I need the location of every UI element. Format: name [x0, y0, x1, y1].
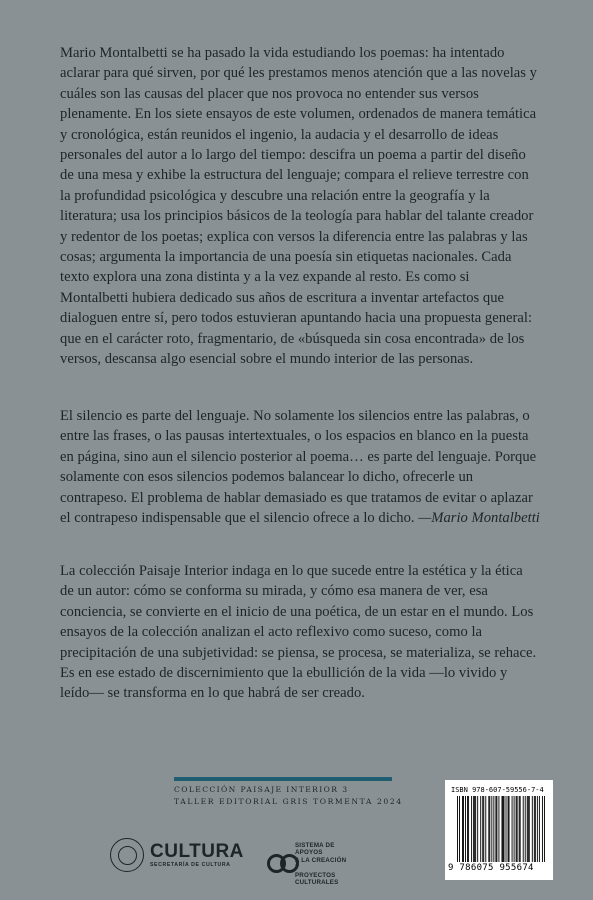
isbn-number: ISBN 978-607-59556-7-4 — [451, 786, 544, 794]
collection-paragraph: La colección Paisaje Interior indaga en lo que sucede entre la estética y la ética de un autor: cómo se conforma su mirada, y cómo esa manera de ver, esa conciencia, se convierte en el inicio de una poética, de un estar en el mundo. Los ensayos de la colección analizan el acto reflexivo como suceso, como la precipitación de una subjetividad: se piensa, se procesa, se materializa, se rehace. Es en ese estado de discernimiento que la ebullición de la vida —lo vivido y leído— se transforma en lo que habrá de ser creado. — [60, 563, 537, 702]
cultura-wordmark: CULTURA — [150, 841, 244, 862]
quote-paragraph — [60, 406, 540, 528]
collection-row — [174, 785, 394, 794]
sacpc-line-3: PROYECTOS CULTURALES — [294, 871, 339, 887]
colophon — [174, 777, 403, 806]
national-seal-icon — [110, 838, 144, 872]
colophon-rule — [174, 777, 392, 781]
cultura-subtitle: SECRETARÍA DE CULTURA — [150, 862, 231, 868]
isbn-barcode — [445, 780, 553, 880]
sacpc-logo — [267, 842, 350, 886]
barcode-digits: 9 786075 955674 — [448, 863, 534, 873]
collection-title: COLECCIÓN PAISAJE INTERIOR 3 — [174, 785, 349, 794]
cultura-logo — [110, 838, 244, 872]
linked-rings-icon — [267, 853, 289, 875]
quote-author: —Mario Montalbetti — [418, 510, 540, 527]
synopsis-paragraph: Mario Montalbetti se ha pasado la vida estudiando los poemas: ha intentado aclarar para qué sirven, por qué les prestamos menos atención que a las novelas y cuáles son las causas del placer que nos provoca no entender sus versos plenamente. En los siete ensayos de este volumen, ordenados de manera temática y cronológica, están reunidos el ingenio, la audacia y el desarrollo de ideas personales del autor a lo largo del tiempo: descifra un poema a partir del diseño de una mesa y exhibe la estructura del lenguaje; compara el relieve terrestre con la profundidad psicológica y descubre una relación entre la geografía y la literatura; usa los principios básicos de la teología para hablar del talante creador y redentor de los poetas; explica con versos la diferencia entre las palabras y las cosas; argumenta la importancia de una poesía sin etiquetas nacionales. Cada texto explora una zona distinta y a la vez expande al resto. Es como si Montalbetti hubiera dedicado sus años de escritura a inventar artefactos que dialoguen entre sí, pero todos estuvieran apuntando hacia una propuesta general: que en el carácter roto, fragmentario, de «búsqueda sin cosa encontrada» de los versos, descansa algo esencial sobre el mundo interior de las personas. — [60, 45, 537, 368]
publisher-line: TALLER EDITORIAL GRIS TORMENTA 2024 — [174, 797, 403, 806]
sacpc-line-1: SISTEMA DE APOYOS — [294, 842, 335, 857]
barcode-bars-icon — [457, 796, 545, 862]
quote-text: El silencio es parte del lenguaje. No solamente los silencios entre las palabras, o entre las frases, o las pausas intertextuales, o los espacios en blanco en la puesta en página, sino aun el silencio posterior al poema… es parte del lenguaje. Porque solamente con esos silencios podemos balancear lo dicho, ofrecerle un contrapeso. El problema de hablar demasiado es que tratamos de evitar o aplazar el contrapeso indispensable que el silencio ofrece a lo dicho. — [60, 408, 537, 527]
sacpc-line-2: A LA CREACIÓN Y — [294, 856, 347, 872]
